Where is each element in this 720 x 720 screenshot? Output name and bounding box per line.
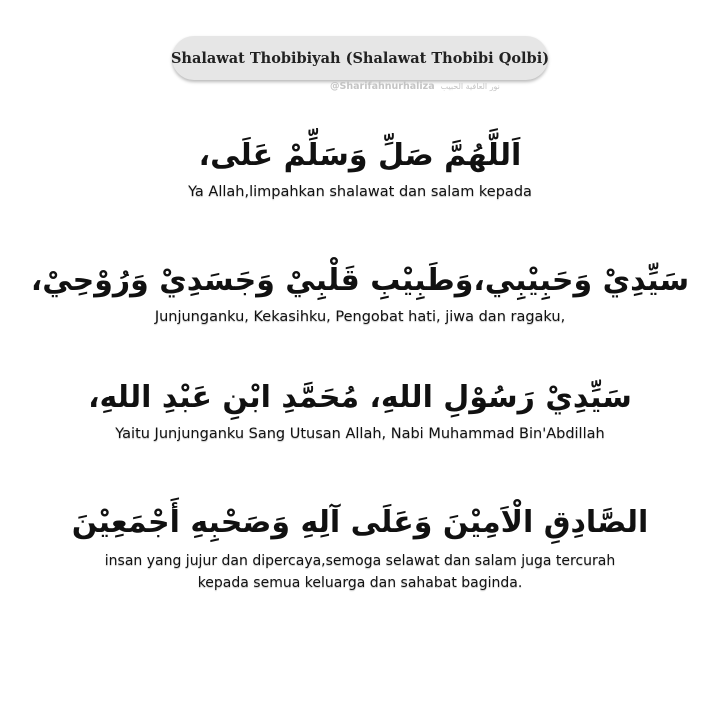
verse-4-translation-line-2: kepada semua keluarga dan sahabat baginda.: [197, 575, 523, 591]
title-banner: [172, 36, 548, 80]
verse-3-translation: Yaitu Junjunganku Sang Utusan Allah, Nabi Muhammad Bin'Abdillah: [115, 426, 605, 442]
verse-2-arabic: سَيِّدِيْ وَحَبِيْبِي،وَطَبِيْبِ قَلْبِيْ وَجَسَدِيْ وَرُوْحِيْ،: [30, 263, 690, 298]
verse-1-arabic: اَللَّهُمَّ صَلِّ وَسَلِّمْ عَلَى،: [198, 138, 522, 173]
verse-4-arabic: الصَّادِقِ الْاَمِيْنَ وَعَلَى آلِهِ وَصَحْبِهِ أَجْمَعِيْنَ: [71, 505, 649, 540]
page-title: Shalawat Thobibiyah (Shalawat Thobibi Qolbi): [170, 49, 550, 67]
verse-4: [0, 503, 720, 594]
verse-1: [0, 136, 720, 203]
verse-2: [0, 261, 720, 328]
verse-4-translation-line-1: insan yang jujur dan dipercaya,semoga selawat dan salam juga tercurah: [104, 553, 616, 569]
verse-2-translation: Junjunganku, Kekasihku, Pengobat hati, jiwa dan ragaku,: [154, 309, 566, 325]
watermark-arabic: نور العافية الحبيب: [440, 82, 500, 91]
verse-3-arabic: سَيِّدِيْ رَسُوْلِ اللهِ، مُحَمَّدِ ابْنِ عَبْدِ اللهِ،: [88, 380, 632, 415]
watermark: [330, 81, 500, 92]
watermark-handle: @Sharifahnurhaliza: [330, 81, 435, 92]
verse-1-translation: Ya Allah,limpahkan shalawat dan salam kepada: [188, 184, 532, 200]
verse-3: [0, 378, 720, 445]
